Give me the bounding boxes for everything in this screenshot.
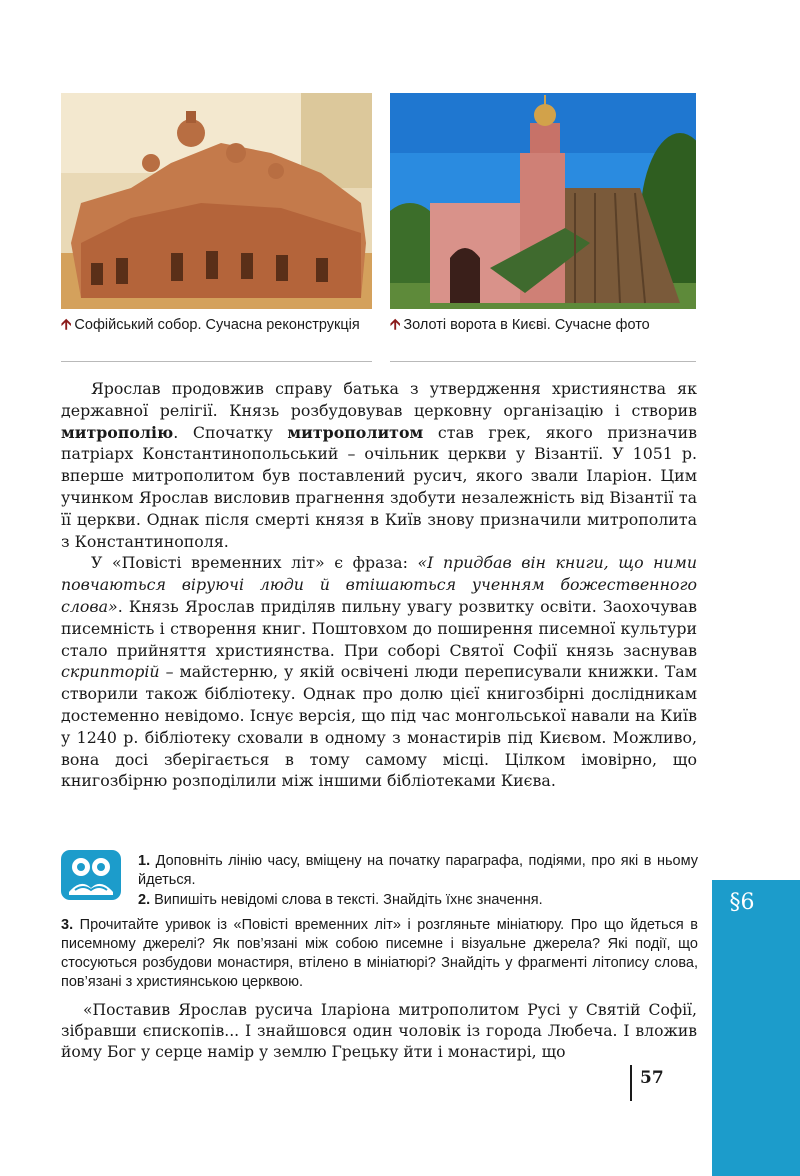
tasks-icon: [61, 850, 121, 900]
page-number: 57: [640, 1068, 664, 1088]
caption-divider: [61, 361, 372, 362]
caption-sophia: [61, 316, 372, 334]
caption-golden-gate: [390, 316, 696, 334]
section-number: §6: [729, 890, 755, 915]
term-scriptorium: скрипторій: [61, 662, 160, 682]
main-text: [61, 378, 697, 792]
chronicle-quote: «І придбав він книги, що ними повчаються віруючі люди й втішаються ученням божественного слова»: [61, 553, 698, 616]
caption-sophia-text: Софійський собор. Сучасна реконструкція: [74, 317, 360, 333]
sophia-cathedral-model-photo: [61, 93, 372, 309]
golden-gate-photo: [390, 93, 696, 309]
paragraph-2: У «Повісті временних літ» є фраза: «І придбав він книги, що ними повчаються віруючі люди й втішаються ученням божественного слова». Князь Ярослав приділяв пильну увагу розвитку освіти. Заохочував писемність і створення книг. Поштовхом до поширення писемної культури стало прийняття християнства. При соборі Святої Софії князь заснував скрипторій – майстерню, у якій освічені люди переписували книжки. Там створили також бібліотеку. Однак про долю цієї книгозбірні дослідникам достеменно невідомо. Існує версія, що під час монгольської навали на Київ у 1240 р. бібліотеку сховали в одному з монастирів під Києвом. Можливо, вона досі зберігається в тому самому місці. Цілком імовірно, що книгозбірню розподілили між іншими бібліотеками Києва.: [61, 553, 698, 791]
task-1: 1. Доповніть лінію часу, вміщену на початку параграфа, подіями, про які в ньому йдеться.: [138, 853, 698, 888]
page-number-divider: [630, 1065, 632, 1101]
section-side-tab: [712, 880, 800, 1176]
arrow-up-icon: 🡩: [390, 317, 401, 333]
arrow-up-icon: 🡩: [61, 317, 72, 333]
caption-golden-gate-text: Золоті ворота в Києві. Сучасне фото: [403, 317, 650, 333]
task-3: 3. Прочитайте уривок із «Повісті временних літ» і розгляньте мініатюру. Про що йдеться в писемному джерелі? Як пов’язані між собою писемне і візуальне джерела? Які події, що стосуються розбудови монастиря, втілено в мініатюрі? Знайдіть у фрагменті літопису слова, пов’язані з християнською церквою.: [61, 917, 698, 990]
task-2: 2. Випишіть невідомі слова в тексті. Знайдіть їхнє значення.: [138, 892, 543, 908]
term-metropoly: митрополію: [61, 422, 174, 442]
chronicle-excerpt: «Поставив Ярослав русича Іларіона митрополитом Русі у Святій Софії, зібравши єпископів... І знайшовся один чоловік із города Любеча. І вложив йому Бог у серце намір у землю Грецьку йти і монастирі, що: [61, 1001, 697, 1061]
paragraph-1: Ярослав продовжив справу батька з утвердження християнства як державної релігії. Князь розбудовував церковну організацію і створив митрополію. Спочатку митрополитом став грек, якого призначив патріарх Константинопольський – очільник церкви у Візантії. У 1051 р. вперше митрополитом був поставлений русич, якого звали Іларіон. Цим учинком Ярослав висловив прагнення здобути незалежність від Візантії та її церкви. Однак після смерті князя в Київ знову призначили митрополита з Константинополя.: [61, 379, 697, 551]
caption-divider: [390, 361, 696, 362]
term-metropolitan: митрополитом: [287, 422, 424, 442]
